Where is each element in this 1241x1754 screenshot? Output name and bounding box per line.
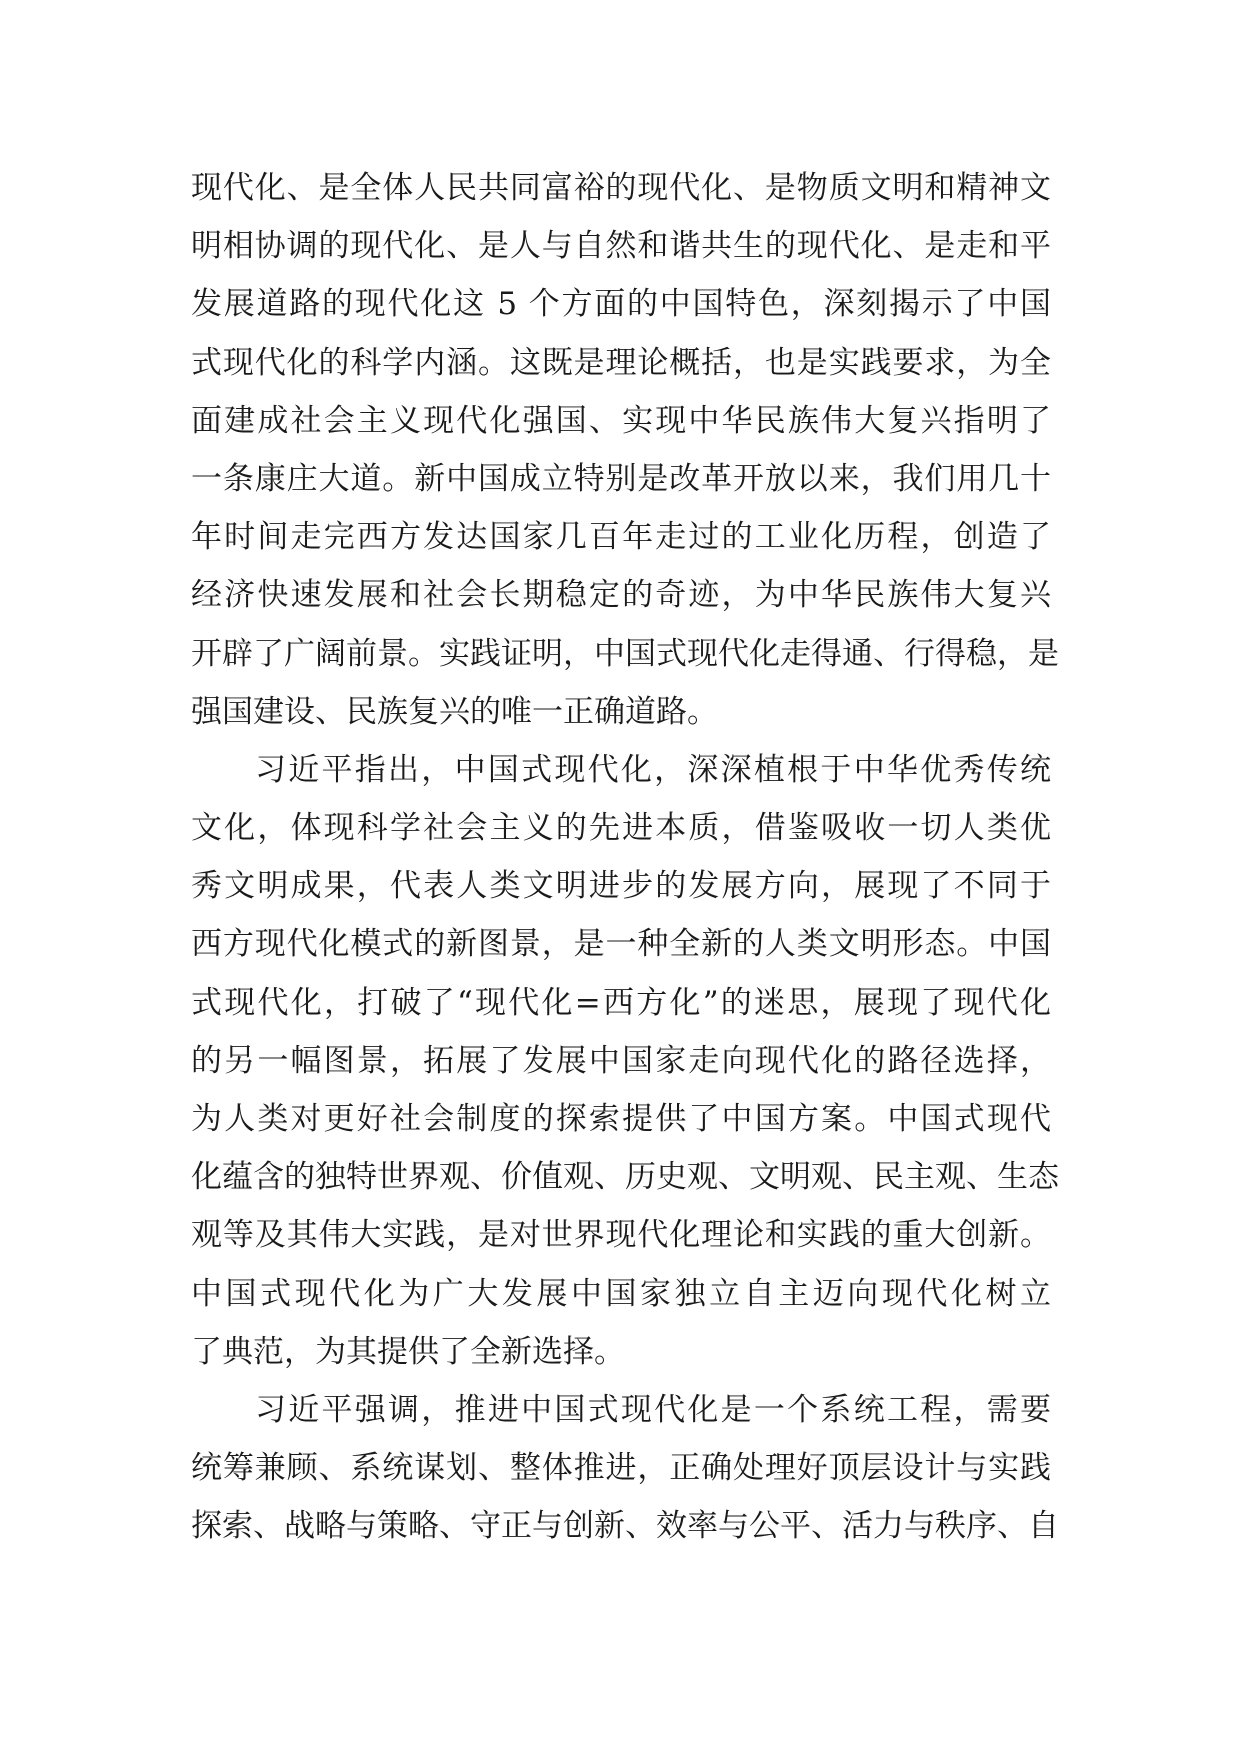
text-line: 明相协调的现代化、是人与自然和谐共生的现代化、是走和平: [191, 228, 1051, 265]
text-line: 经济快速发展和社会长期稳定的奇迹，为中华民族伟大复兴: [191, 577, 1051, 614]
text-line: 年时间走完西方发达国家几百年走过的工业化历程，创造了: [191, 519, 1051, 556]
text-line: 为人类对更好社会制度的探索提供了中国方案。中国式现代: [191, 1101, 1051, 1137]
text-line: 面建成社会主义现代化强国、实现中华民族伟大复兴指明了: [191, 402, 1051, 439]
text-line: 的另一幅图景，拓展了发展中国家走向现代化的路径选择，: [191, 1042, 1051, 1079]
text-line: 现代化、是全体人民共同富裕的现代化、是物质文明和精神文: [191, 170, 1051, 206]
text-line: 秀文明成果，代表人类文明进步的发展方向，展现了不同于: [191, 868, 1051, 905]
text-line: 观等及其伟大实践，是对世界现代化理论和实践的重大创新。: [191, 1217, 1051, 1254]
text-line: 西方现代化模式的新图景，是一种全新的人类文明形态。中国: [191, 926, 1051, 963]
paragraph-3: [191, 1381, 1059, 1556]
text-line: 习近平指出，中国式现代化，深深植根于中华优秀传统: [255, 751, 1051, 788]
paragraph-2: [191, 741, 1059, 1381]
text-line: 发展道路的现代化这 5 个方面的中国特色，深刻揭示了中国: [191, 286, 1051, 323]
text-line: 式现代化，打破了“现代化=西方化”的迷思，展现了现代化: [191, 984, 1051, 1021]
text-line: 探索、战略与策略、守正与创新、效率与公平、活力与秩序、自: [191, 1508, 1059, 1545]
text-line: 中国式现代化为广大发展中国家独立自主迈向现代化树立: [191, 1275, 1051, 1312]
text-line: 统筹兼顾、系统谋划、整体推进，正确处理好顶层设计与实践: [191, 1450, 1051, 1487]
text-line: 习近平强调，推进中国式现代化是一个系统工程，需要: [255, 1391, 1051, 1428]
document-body: [191, 159, 1059, 1556]
text-line: 文化，体现科学社会主义的先进本质，借鉴吸收一切人类优: [191, 810, 1051, 847]
text-line: 一条康庄大道。新中国成立特别是改革开放以来，我们用几十: [191, 460, 1051, 497]
text-line: 开辟了广阔前景。实践证明，中国式现代化走得通、行得稳，是: [191, 635, 1059, 672]
text-line: 了典范，为其提供了全新选择。: [191, 1333, 625, 1370]
text-line: 式现代化的科学内涵。这既是理论概括，也是实践要求，为全: [191, 344, 1051, 381]
text-line: 化蕴含的独特世界观、价值观、历史观、文明观、民主观、生态: [191, 1159, 1059, 1196]
text-line: 强国建设、民族复兴的唯一正确道路。: [191, 693, 718, 730]
paragraph-1: [191, 159, 1059, 741]
